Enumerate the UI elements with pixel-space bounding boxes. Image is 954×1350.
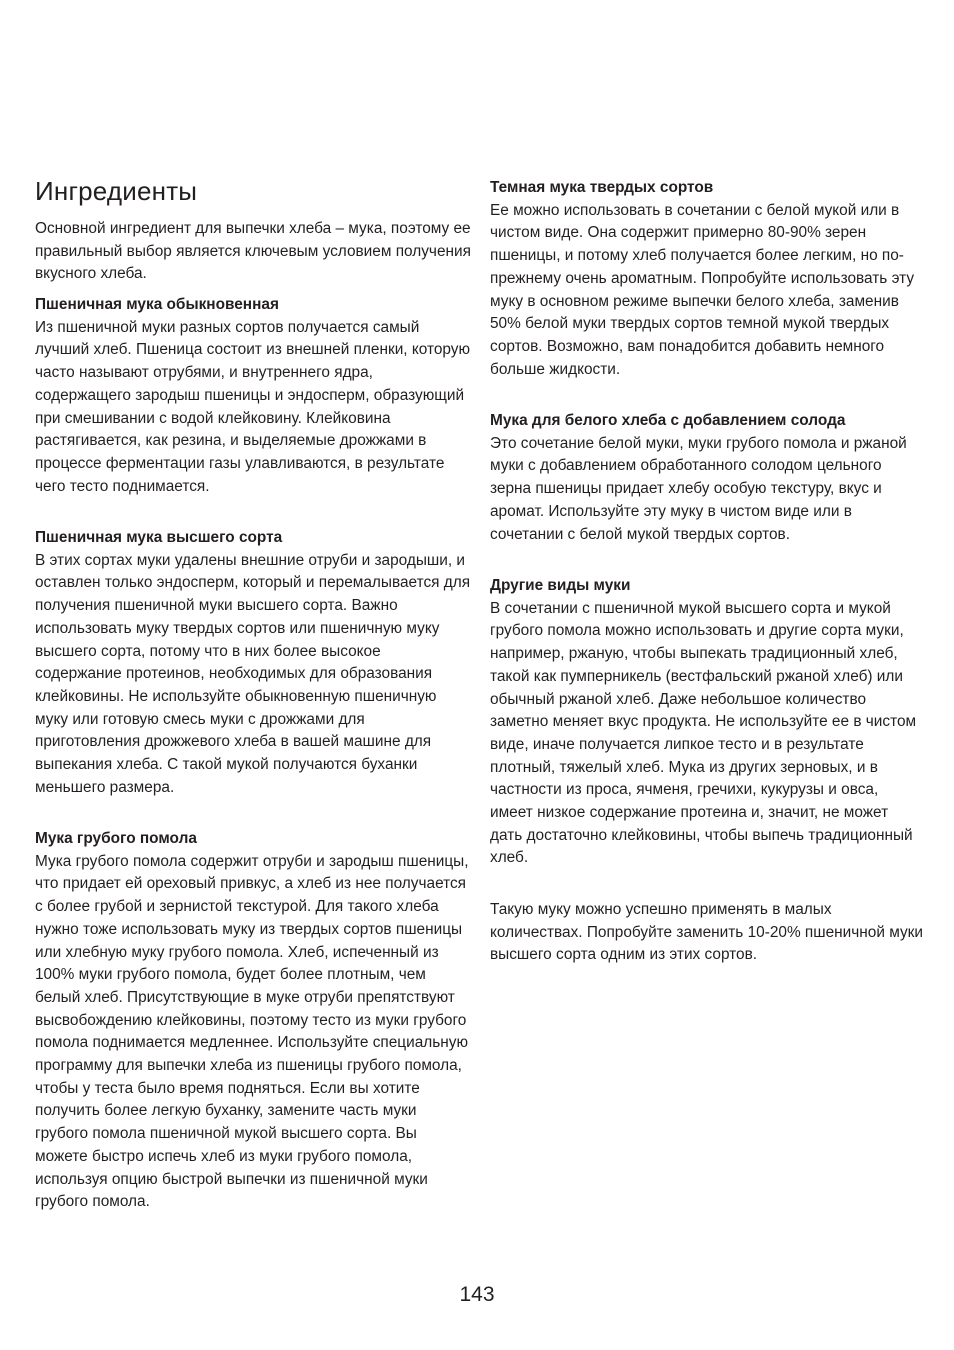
section-body: Ее можно использовать в сочетании с белой мукой или в чистом виде. Она содержит примерно 80-90% зерен пшеницы, и потому хлеб получается более легким, но по-прежнему очень ароматным. Попробуйте использовать эту муку в основном режиме выпечки белого хлеба, заменив 50% белой муки твердых сортов темной мукой твердых сортов. Возможно, вам понадобится добавить немного больше жидкости.: [490, 201, 915, 378]
section-other-flours: [490, 575, 924, 870]
section-dark-hard-flour: [490, 177, 924, 381]
intro-paragraph: Основной ингредиент для выпечки хлеба – мука, поэтому ее правильный выбор является ключевым условием получения вкусного хлеба.: [35, 220, 471, 283]
closing-block: [490, 899, 924, 967]
section-body: Мука грубого помола содержит отруби и зародыш пшеницы, что придает ей ореховый привкус, а хлеб из нее получается с более грубой и зернистой текстурой. Для такого хлеба нужно тоже использовать муку из твердых сортов пшеницы или хлебную муку грубого помола. Хлеб, испеченный из 100% муки грубого помола, будет более плотным, чем белый хлеб. Присутствующие в муке отруби препятствуют высвобождению клейковины, поэтому тесто из муки грубого помола поднимается медленнее. Используйте специальную программу для выпечки хлеба из пшеницы грубого помола, чтобы у теста было время подняться. Если вы хотите получить более легкую буханку, замените часть муки грубого помола пшеничной мукой высшего сорта. Вы можете быстро испечь хлеб из муки грубого помола, используя опцию быстрой выпечки из пшеничной муки грубого помола.: [35, 852, 469, 1211]
section-heading: Темная мука твердых сортов: [490, 179, 714, 196]
section-heading: Пшеничная мука высшего сорта: [35, 529, 283, 546]
section-heading: Мука грубого помола: [35, 830, 197, 847]
section-wholemeal-flour: [35, 828, 471, 1214]
intro-block: [35, 218, 471, 286]
section-plain-wheat-flour: [35, 294, 471, 498]
section-heading: Пшеничная мука обыкновенная: [35, 296, 279, 313]
page-number: 143: [459, 1283, 495, 1306]
page-title: Ингредиенты: [35, 176, 198, 206]
section-body: В сочетании с пшеничной мукой высшего сорта и мукой грубого помола можно использовать и другие сорта муки, например, ржаную, чтобы выпекать традиционный хлеб, такой как пумперникель (вестфальский ржаной хлеб) или обычный ржаной хлеб. Даже небольшое количество заметно меняет вкус продукта. Не используйте ее в чистом виде, иначе получается липкое тесто и в результате плотный, тяжелый хлеб. Мука из других зерновых, и в частности из проса, ячменя, гречихи, кукурузы и овса, имеет низкое содержание протеина и, значит, не может дать достаточно клейковины, чтобы выпечь традиционный хлеб.: [490, 599, 917, 867]
section-premium-wheat-flour: [35, 527, 471, 799]
section-body: Из пшеничной муки разных сортов получается самый лучший хлеб. Пшеница состоит из внешней пленки, которую часто называют отрубями, и внутреннего ядра, содержащего зародыш пшеницы и эндосперм, образующий при смешивании с водой клейковину. Клейковина растягивается, как резина, и выделяемые дрожжами в процессе ферментации газы улавливаются, в результате чего тесто поднимается.: [35, 318, 471, 495]
section-heading: Другие виды муки: [490, 577, 631, 594]
closing-paragraph: Такую муку можно успешно применять в малых количествах. Попробуйте заменить 10-20% пшеничной муки высшего сорта одним из этих сортов.: [490, 901, 923, 964]
section-heading: Мука для белого хлеба с добавлением солода: [490, 412, 846, 429]
section-body: В этих сортах муки удалены внешние отруби и зародыши, и оставлен только эндосперм, который и перемалывается для получения пшеничной муки высшего сорта. Важно использовать муку твердых сортов или пшеничную муку высшего сорта, потому что в них более высокое содержание протеинов, необходимых для образования клейковины. Не используйте обыкновенную пшеничную муку или готовую смесь муки с дрожжами для приготовления дрожжевого хлеба в вашей машине для выпекания хлеба. С такой мукой получаются буханки меньшего размера.: [35, 551, 471, 796]
section-body: Это сочетание белой муки, муки грубого помола и ржаной муки с добавлением обработанного солодом цельного зерна пшеницы придает хлебу особую текстуру, вкус и аромат. Используйте эту муку в чистом виде или в сочетании с белой мукой твердых сортов.: [490, 434, 907, 543]
section-malted-flour: [490, 410, 924, 546]
